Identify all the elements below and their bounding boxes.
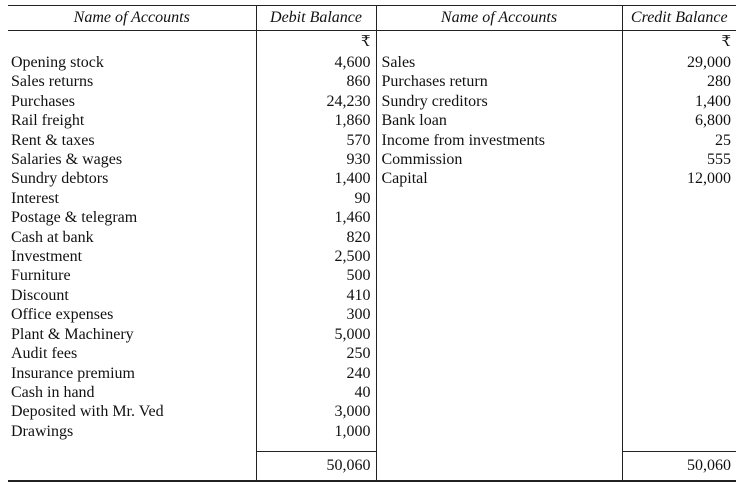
debit-account-name: Cash in hand xyxy=(11,383,95,401)
debit-amount: 1,460 xyxy=(334,209,371,227)
credit-amount: 12,000 xyxy=(687,170,731,188)
debit-amount: 250 xyxy=(346,345,371,363)
debit-account-name: Cash at bank xyxy=(11,228,94,246)
debit-account-name: Discount xyxy=(11,286,69,304)
debit-account-name: Purchases xyxy=(11,92,75,110)
debit-account-name: Investment xyxy=(11,248,83,266)
debit-account-name: Rail freight xyxy=(11,112,85,130)
credit-account-name: Purchases return xyxy=(381,73,488,91)
debit-account-name: Salaries & wages xyxy=(11,151,123,169)
debit-currency-symbol: ₹ xyxy=(256,31,376,54)
debit-accounts-column xyxy=(8,53,256,441)
debit-account-name: Drawings xyxy=(11,422,74,440)
debit-account-name: Audit fees xyxy=(11,345,78,363)
credit-name-header: Name of Accounts xyxy=(376,6,622,31)
credit-account-name: Sundry creditors xyxy=(381,92,488,110)
debit-amount: 860 xyxy=(346,73,371,91)
trial-balance-table xyxy=(8,5,736,482)
debit-account-name: Sundry debtors xyxy=(11,170,109,188)
debit-amount: 5,000 xyxy=(334,325,371,343)
debit-amount: 1,000 xyxy=(334,422,371,440)
credit-amount: 25 xyxy=(715,131,731,149)
header-row xyxy=(8,6,736,31)
debit-name-header: Name of Accounts xyxy=(8,6,256,31)
debit-account-name: Opening stock xyxy=(11,54,104,71)
debit-amount: 500 xyxy=(346,267,371,285)
debit-amounts-column xyxy=(256,53,376,441)
credit-account-name: Capital xyxy=(381,170,428,188)
credit-amount: 1,400 xyxy=(695,92,731,110)
debit-account-name: Plant & Machinery xyxy=(11,325,134,343)
totals-row xyxy=(8,452,736,482)
debit-amount: 3,000 xyxy=(334,403,371,421)
debit-account-name: Deposited with Mr. Ved xyxy=(11,403,164,421)
debit-amount: 930 xyxy=(346,151,371,169)
debit-amount: 4,600 xyxy=(334,54,371,71)
credit-amount: 29,000 xyxy=(687,54,731,71)
debit-amount: 40 xyxy=(354,383,371,401)
debit-account-name: Sales returns xyxy=(11,73,94,91)
debit-account-name: Office expenses xyxy=(11,306,114,324)
credit-account-name: Bank loan xyxy=(381,112,447,130)
debit-amount: 1,400 xyxy=(334,170,371,188)
credit-amount: 280 xyxy=(707,73,731,91)
spacer-row xyxy=(8,441,736,452)
debit-amount: 90 xyxy=(354,189,371,207)
credit-accounts-column xyxy=(376,53,622,441)
credit-amounts-column xyxy=(622,53,736,441)
debit-account-name: Postage & telegram xyxy=(11,209,138,227)
debit-amount: 24,230 xyxy=(326,92,371,110)
debit-amount: 1,860 xyxy=(334,112,371,130)
debit-total: 50,060 xyxy=(256,452,376,482)
debit-amount: 300 xyxy=(346,306,371,324)
credit-amount: 6,800 xyxy=(695,112,731,130)
debit-amount: 410 xyxy=(346,286,371,304)
credit-balance-header: Credit Balance xyxy=(622,6,736,31)
debit-account-name: Insurance premium xyxy=(11,364,135,382)
currency-row xyxy=(8,31,736,54)
debit-amount: 240 xyxy=(346,364,371,382)
debit-amount: 2,500 xyxy=(334,248,371,266)
debit-account-name: Furniture xyxy=(11,267,71,285)
entries-row xyxy=(8,53,736,441)
debit-account-name: Rent & taxes xyxy=(11,131,95,149)
debit-account-name: Interest xyxy=(11,189,59,207)
debit-balance-header: Debit Balance xyxy=(256,6,376,31)
debit-amount: 820 xyxy=(346,228,371,246)
credit-currency-symbol: ₹ xyxy=(622,31,736,54)
debit-amount: 570 xyxy=(346,131,371,149)
credit-account-name: Income from investments xyxy=(381,131,546,149)
credit-account-name: Commission xyxy=(381,151,463,169)
trial-balance-sheet xyxy=(8,5,736,477)
credit-amount: 555 xyxy=(707,151,731,169)
credit-account-name: Sales xyxy=(381,54,416,71)
credit-total: 50,060 xyxy=(622,452,736,482)
